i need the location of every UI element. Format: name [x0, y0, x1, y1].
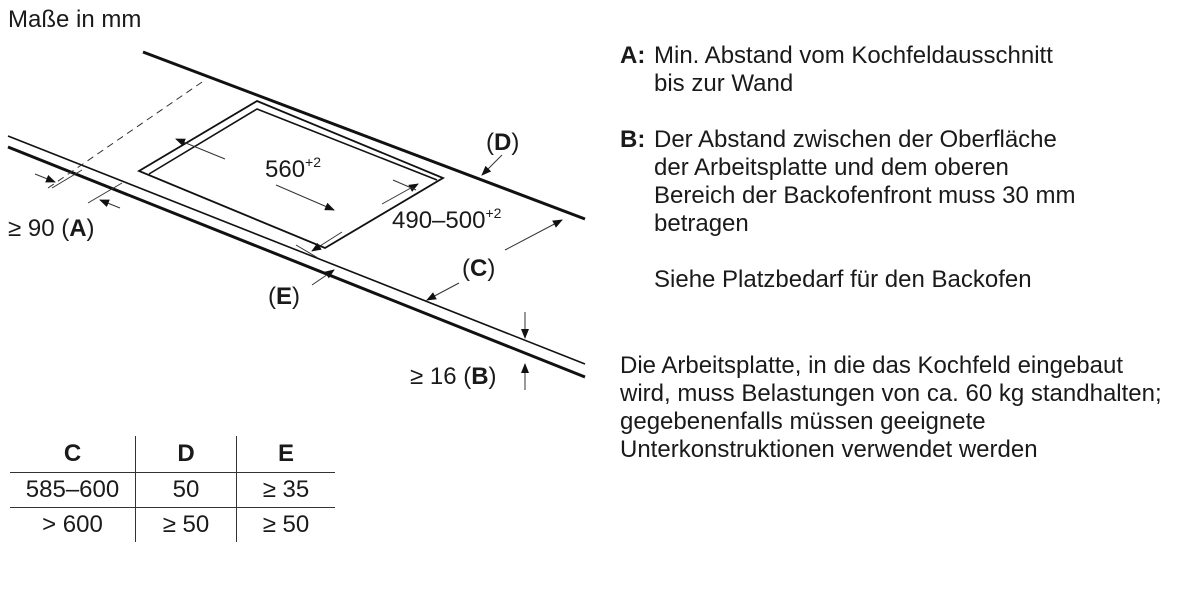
table-row: [10, 473, 335, 508]
legend-key: B:: [620, 126, 646, 153]
legend-key: A:: [620, 42, 646, 69]
table-cell: ≥ 50: [237, 508, 336, 543]
legend-text: betragen: [654, 210, 749, 237]
legend-text: Bereich der Backofenfront muss 30 mm: [654, 182, 1076, 209]
units-title: Maße in mm: [8, 6, 142, 33]
load-note: Die Arbeitsplatte, in die das Kochfeld eingebaut wird, muss Belastungen von ca. 60 kg standhalten; gegebenenfalls müssen geeignete Unterkonstruktionen verwendet werden: [620, 352, 1162, 463]
table-header: E: [237, 436, 336, 473]
wall-reference-dashed: [48, 80, 205, 188]
table-header: D: [136, 436, 237, 473]
dimension-table: [10, 436, 335, 542]
table-header-row: [10, 436, 335, 473]
label-a: ≥ 90 (A): [8, 215, 95, 242]
label-b: ≥ 16 (B): [410, 363, 497, 390]
width-dimension-label: $560^{+2}$: [265, 154, 322, 183]
table-cell: ≥ 50: [136, 508, 237, 543]
table-row: [10, 508, 335, 543]
table-header: C: [63, 440, 82, 467]
label-c: (C): [462, 255, 496, 282]
label-e: (E): [268, 283, 301, 310]
table-cell: 50: [136, 473, 237, 508]
legend-text: bis zur Wand: [654, 70, 794, 97]
table-cell: 585–600: [10, 473, 136, 508]
legend-text: Der Abstand zwischen der Oberfläche: [654, 126, 1057, 153]
depth-dimension-label: $490-500^{+2}$: [392, 205, 502, 234]
legend-text: der Arbeitsplatte und dem oberen: [654, 154, 1009, 181]
label-d: (D): [486, 129, 520, 156]
table-cell: > 600: [10, 508, 136, 543]
legend-text: Min. Abstand vom Kochfeldausschnitt: [654, 42, 1053, 69]
legend: A: Min. Abstand vom Kochfeldausschnitt bis zur Wand B: Der Abstand zwischen der Oberfläche der Arbeitsplatte und dem oberen Bereich der Backofenfront muss 30 mm betragen Siehe Platzbedarf für den Backofen: [620, 42, 1076, 293]
table-cell: ≥ 35: [237, 473, 336, 508]
cutout-diagram: [0, 0, 600, 400]
